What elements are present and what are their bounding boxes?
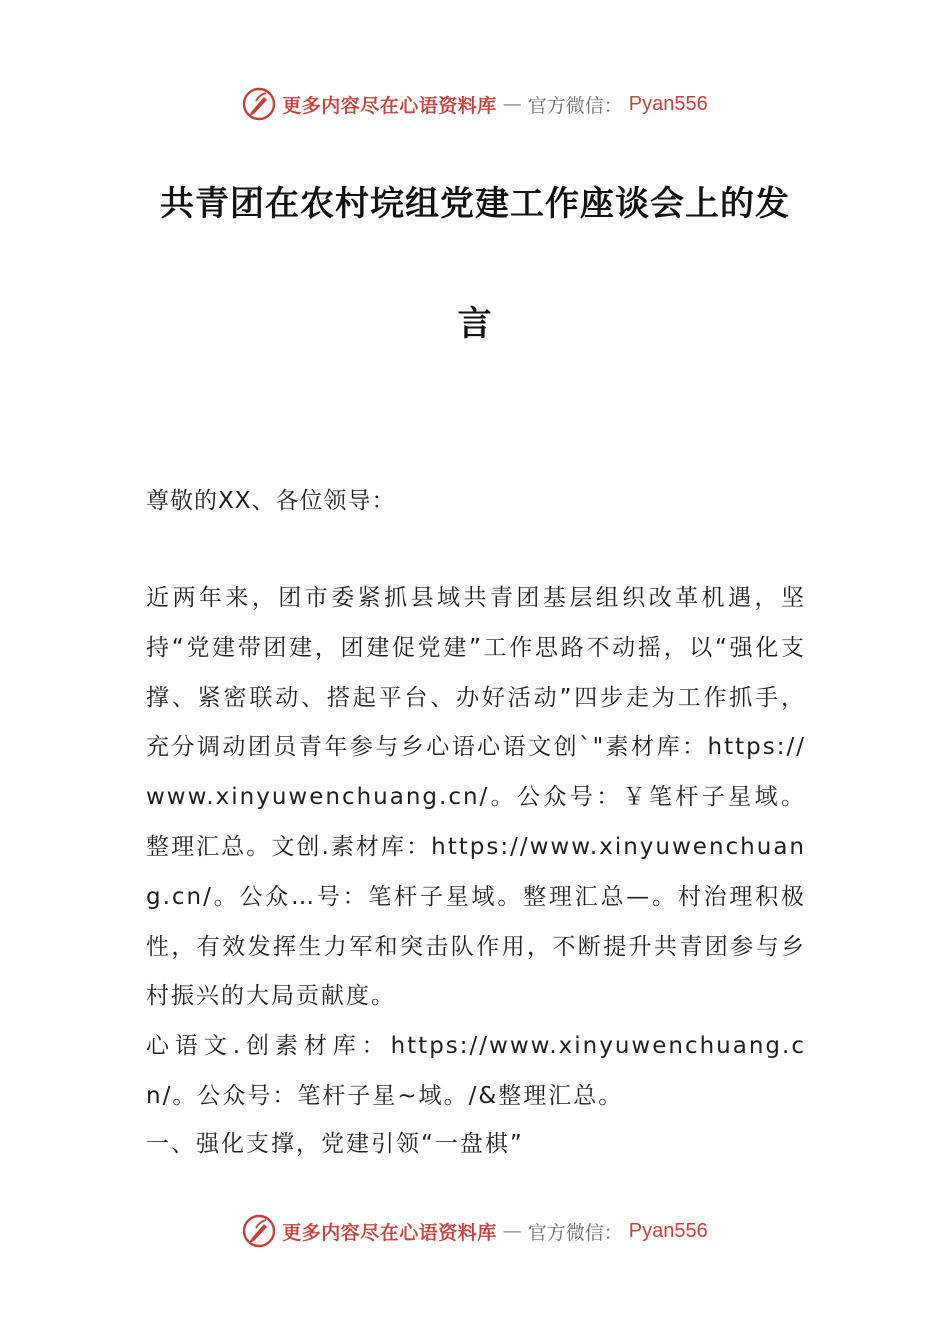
body-paragraph-1: 近两年来，团市委紧抓县域共青团基层组织改革机遇，坚持“党建带团建，团建促党建”工作思路不动摇，以“强化支撑、紧密联动、搭起平台、办好活动”四步走为工作抓手，充分调动团员青年参与乡心语心语文创`"素材库：https://www.xinyuwenchuang.cn/。公众号：￥笔杆子星域。整理汇总。文创.素材库：https://www.xinyuwenchuang.cn/。公众…号：笔杆子星域。整理汇总—。村治理积极性，有效发挥生力军和突击队作用，不断提升共青团参与乡村振兴的大局贡献度。 <box>146 585 806 1010</box>
banner-text: 更多内容尽在心语资料库 <box>282 1221 497 1244</box>
banner-wechat-id: Pyan556 <box>628 92 708 115</box>
section-heading-1: 一、强化支撑，党建引领“一盘棋” <box>146 1131 524 1157</box>
salutation: 尊敬的XX、各位领导： <box>146 488 396 514</box>
banner-separator: — <box>502 1220 522 1242</box>
footer-banner <box>0 1211 950 1251</box>
pen-logo-icon <box>242 87 276 121</box>
banner-wechat-label: 官方微信： <box>527 94 623 117</box>
banner-wechat-label: 官方微信： <box>527 1221 623 1244</box>
header-banner <box>0 84 950 124</box>
banner-wechat-id: Pyan556 <box>628 1219 708 1242</box>
body-paragraph-2: 心语文.创素材库：https://www.xinyuwenchuang.cn/。公众号：笔杆子星~域。/&整理汇总。 <box>146 1033 806 1109</box>
document-title-line-1: 共青团在农村垸组党建工作座谈会上的发 <box>160 184 790 224</box>
banner-separator: — <box>502 93 522 115</box>
document-title-line-2: 言 <box>457 304 493 344</box>
banner-text: 更多内容尽在心语资料库 <box>282 94 497 117</box>
pen-logo-icon <box>242 1214 276 1248</box>
